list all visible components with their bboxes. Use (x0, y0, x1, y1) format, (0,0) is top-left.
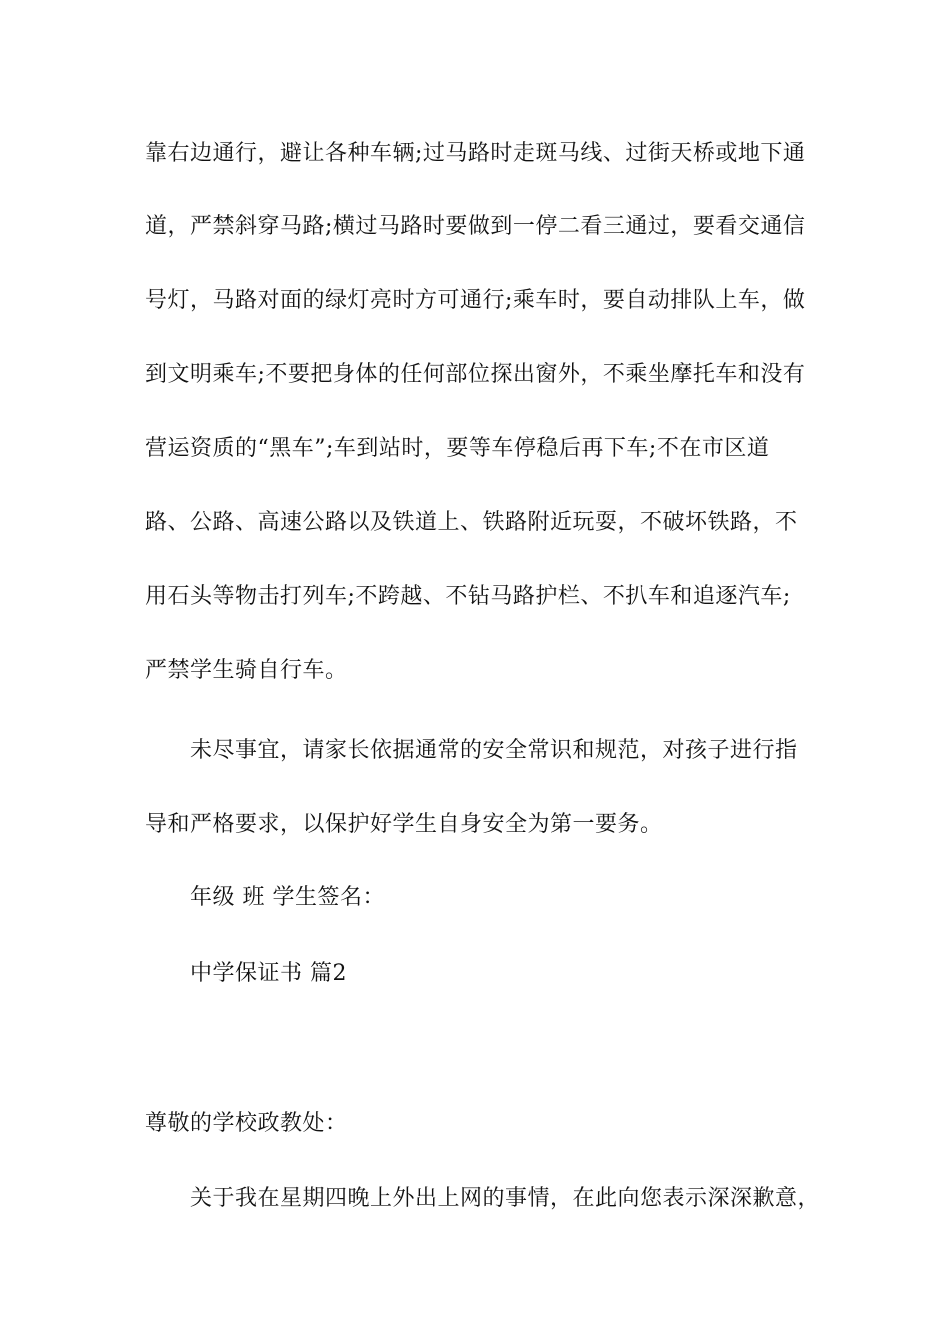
body-text-line: 靠右边通行，避让各种车辆;过马路时走斑马线、过街天桥或地下通 (145, 141, 806, 166)
salutation: 尊敬的学校政教处： (145, 1111, 348, 1136)
body-text-line: 用石头等物击打列车;不跨越、不钻马路护栏、不扒车和追逐汽车; (145, 584, 791, 609)
section-heading: 中学保证书 篇2 (190, 961, 347, 986)
paragraph-first-line: 未尽事宜，请家长依据通常的安全常识和规范，对孩子进行指 (190, 738, 798, 763)
body-text-line: 到文明乘车;不要把身体的任何部位探出窗外，不乘坐摩托车和没有 (145, 362, 806, 387)
body-text-line: 道，严禁斜穿马路;横过马路时要做到一停二看三通过，要看交通信 (145, 214, 806, 239)
body-text-line: 导和严格要求，以保护好学生自身安全为第一要务。 (145, 812, 663, 837)
body-text-line: 路、公路、高速公路以及铁道上、铁路附近玩耍，不破坏铁路，不 (145, 510, 798, 535)
signature-line: 年级 班 学生签名： (190, 885, 385, 910)
paragraph-first-line: 关于我在星期四晚上外出上网的事情，在此向您表示深深歉意， (190, 1186, 821, 1211)
body-text-line: 严禁学生骑自行车。 (145, 658, 348, 683)
body-text-line: 号灯，马路对面的绿灯亮时方可通行;乘车时，要自动排队上车，做 (145, 288, 806, 313)
body-text-line: 营运资质的“黑车”;车到站时，要等车停稳后再下车;不在市区道 (145, 436, 770, 461)
